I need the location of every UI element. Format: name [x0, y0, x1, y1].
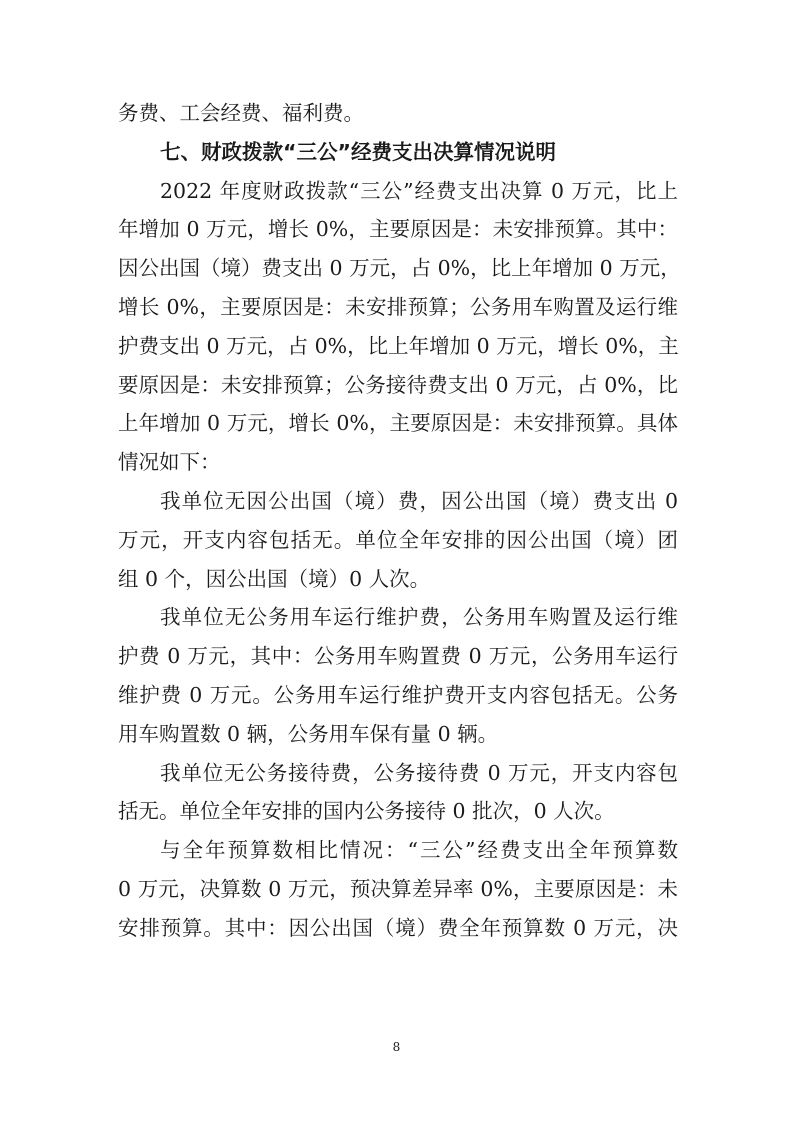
paragraph-line: 护费 0 万元，其中：公务用车购置费 0 万元，公务用车运行 — [118, 644, 678, 669]
paragraph-line: 上年增加 0 万元，增长 0%，主要原因是：未安排预算。具体 — [118, 411, 678, 436]
paragraph-line: 用车购置数 0 辆，公务用车保有量 0 辆。 — [118, 721, 499, 746]
paragraph-line: 组 0 个，因公出国（境）0 人次。 — [118, 566, 431, 591]
section-heading: 七、财政拨款“三公”经费支出决算情况说明 — [160, 139, 556, 164]
paragraph-line: 0 万元，决算数 0 万元，预决算差异率 0%，主要原因是：未 — [118, 876, 678, 901]
paragraph-line: 括无。单位全年安排的国内公务接待 0 批次，0 人次。 — [118, 799, 615, 824]
paragraph-line: 与全年预算数相比情况：“三公”经费支出全年预算数 — [160, 838, 678, 863]
document-body — [118, 94, 681, 948]
paragraph-line: 我单位无公务接待费，公务接待费 0 万元，开支内容包 — [160, 760, 678, 785]
paragraph-line: 2022 年度财政拨款“三公”经费支出决算 0 万元，比上 — [160, 178, 678, 203]
paragraph-line: 我单位无因公出国（境）费，因公出国（境）费支出 0 — [160, 488, 678, 513]
paragraph-line: 增长 0%，主要原因是：未安排预算；公务用车购置及运行维 — [118, 294, 678, 319]
paragraph-line: 安排预算。其中：因公出国（境）费全年预算数 0 万元，决 — [118, 915, 678, 940]
paragraph-line: 情况如下： — [118, 450, 221, 475]
page-number: 8 — [392, 1040, 401, 1054]
paragraph-line: 我单位无公务用车运行维护费，公务用车购置及运行维 — [160, 605, 678, 630]
paragraph-line: 要原因是：未安排预算；公务接待费支出 0 万元，占 0%，比 — [118, 372, 678, 397]
paragraph-line: 因公出国（境）费支出 0 万元，占 0%，比上年增加 0 万元， — [118, 256, 681, 281]
paragraph-line: 护费支出 0 万元，占 0%，比上年增加 0 万元，增长 0%，主 — [118, 333, 679, 358]
paragraph-line: 维护费 0 万元。公务用车运行维护费开支内容包括无。公务 — [118, 682, 678, 707]
paragraph-line: 务费、工会经费、福利费。 — [118, 101, 364, 125]
paragraph-line: 年增加 0 万元，增长 0%，主要原因是：未安排预算。其中： — [118, 217, 678, 242]
paragraph-line: 万元，开支内容包括无。单位全年安排的因公出国（境）团 — [118, 527, 678, 552]
